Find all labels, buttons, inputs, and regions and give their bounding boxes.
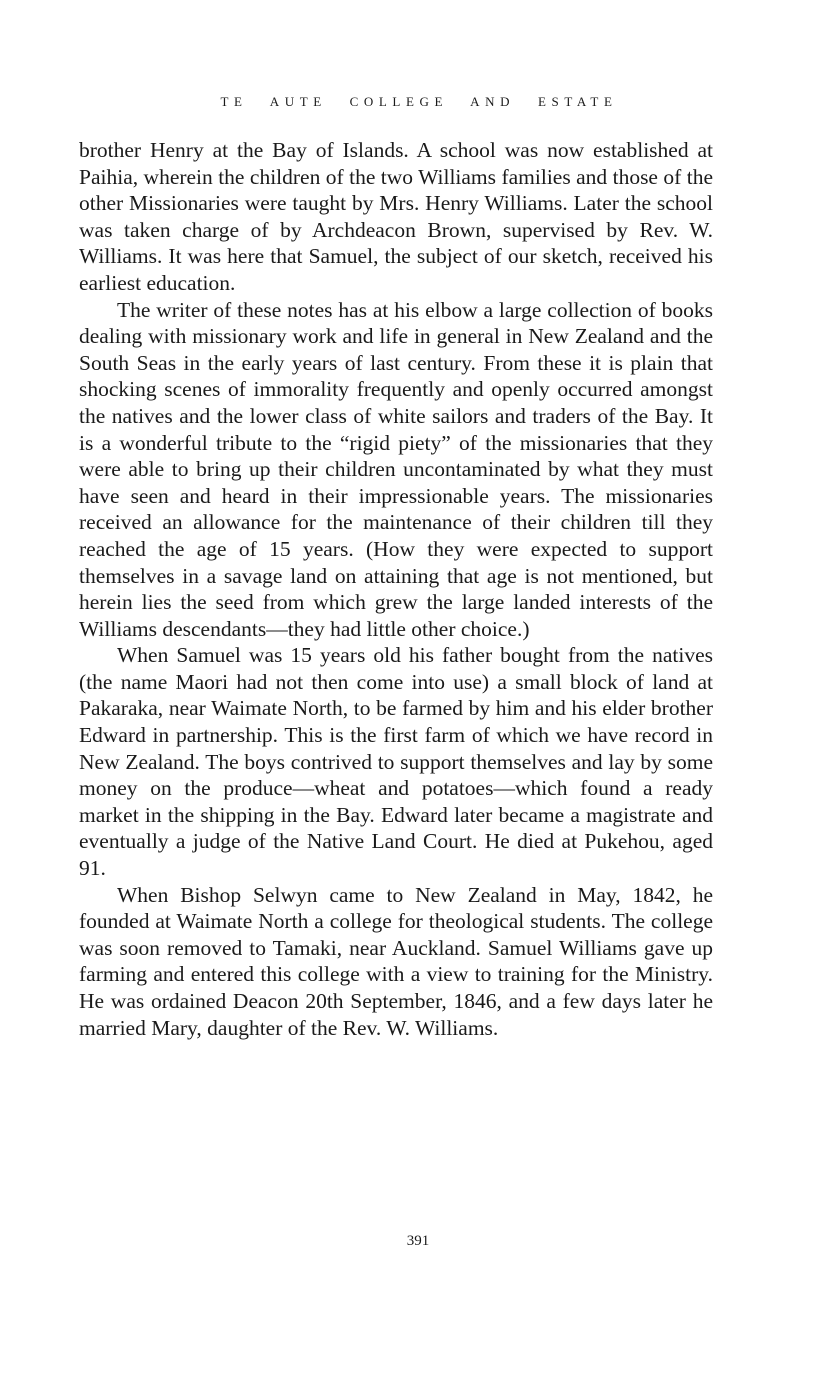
paragraph-missionary-books: The writer of these notes has at his elbow a large collection of books dealing with missionary work and life in general in New Zealand and the South Seas in the early years of last century. From these it is plain that shocking scenes of immorality frequently and openly occurred amongst the natives and the lower class of white sailors and traders of the Bay. It is a wonderful tribute to the “rigid piety” of the missionaries that they were able to bring up their children uncontaminated by what they must have seen and heard in their impressionable years. The missionaries received an allowance for the maintenance of their children till they reached the age of 15 years. (How they were expected to support themselves in a savage land on attaining that age is not mentioned, but herein lies the seed from which grew the large landed interests of the Williams descendants—they had little other choice.) [79,297,713,641]
paragraph-selwyn-college: When Bishop Selwyn came to New Zealand in May, 1842, he founded at Waimate North a college for theological students. The college was soon removed to Tamaki, near Auckland. Samuel Williams gave up farming and entered this college with a view to training for the Ministry. He was ordained Deacon 20th September, 1846, and a few days later he married Mary, daughter of the Rev. W. Williams. [79,882,713,1040]
running-head: TE AUTE COLLEGE AND ESTATE [220,94,618,109]
body-text [79,137,713,1041]
page-number: 391 [406,1233,430,1249]
paragraph-continuation: brother Henry at the Bay of Islands. A school was now established at Paihia, wherein the children of the two Williams families and those of the other Missionaries were taught by Mrs. Henry Williams. Later the school was taken charge of by Archdeacon Brown, supervised by Rev. W. Williams. It was here that Samuel, the subject of our sketch, received his earliest education. [79,138,713,295]
paragraph-pakaraka-farm: When Samuel was 15 years old his father bought from the natives (the name Maori had not then come into use) a small block of land at Pakaraka, near Waimate North, to be farmed by him and his elder brother Edward in partnership. This is the first farm of which we have record in New Zealand. The boys contrived to support themselves and lay by some money on the produce—wheat and potatoes—which found a ready market in the shipping in the Bay. Edward later became a magistrate and eventually a judge of the Native Land Court. He died at Pukehou, aged 91. [79,643,713,881]
